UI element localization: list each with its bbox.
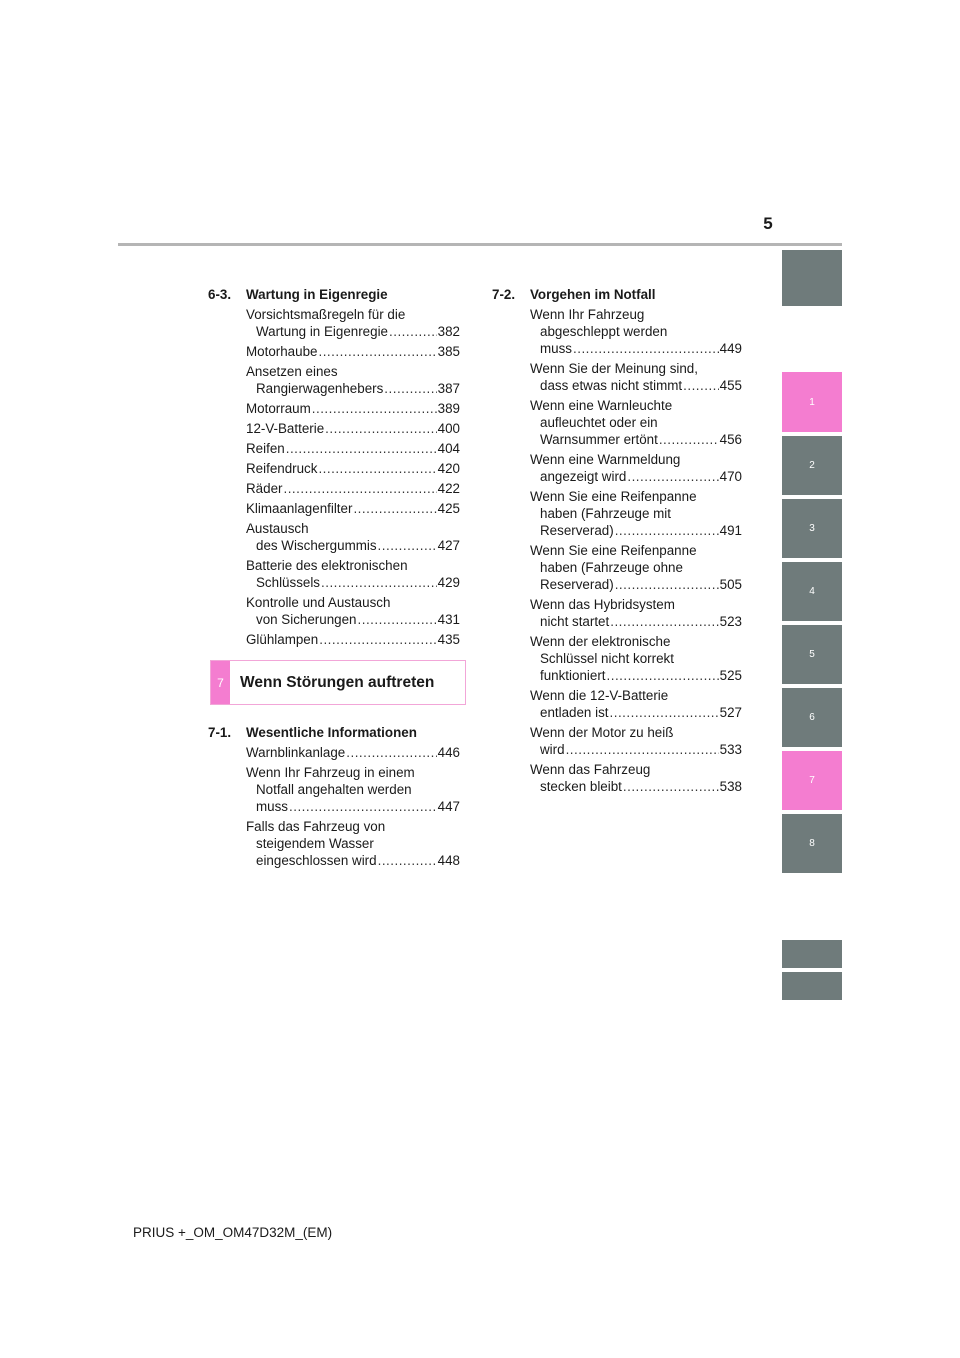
toc-page-number: 389 bbox=[437, 401, 460, 416]
toc-entry-text: entladen ist bbox=[540, 705, 609, 720]
toc-page-number: 435 bbox=[437, 632, 460, 647]
toc-entry-text: funktioniert bbox=[540, 668, 606, 683]
section-heading bbox=[492, 286, 742, 303]
toc-entry-text: Kontrolle und Austausch bbox=[246, 595, 391, 610]
document-footer: PRIUS +_OM_OM47D32M_(EM) bbox=[133, 1225, 333, 1240]
toc-entry-text: Klimaanlagenfilter bbox=[246, 501, 353, 516]
dot-leader bbox=[659, 431, 719, 448]
dot-leader bbox=[286, 440, 437, 457]
toc-entry-text: Wenn das Hybridsystem bbox=[530, 597, 675, 612]
chapter-tab-4[interactable]: 4 bbox=[782, 562, 842, 621]
toc-entry-last-line bbox=[530, 340, 742, 357]
toc-entry[interactable] bbox=[530, 724, 742, 758]
toc-entry-text: Reserverad) bbox=[540, 523, 614, 538]
toc-entry-last-line bbox=[246, 852, 460, 869]
toc-entry-last-line bbox=[246, 611, 460, 628]
dot-leader bbox=[318, 343, 436, 360]
toc-page-number: 404 bbox=[437, 441, 460, 456]
toc-entry-text: Batterie des elektronischen bbox=[246, 558, 408, 573]
toc-entry[interactable] bbox=[246, 520, 460, 554]
toc-page-number: 470 bbox=[719, 469, 742, 484]
toc-entry-last-line bbox=[246, 480, 460, 497]
toc-right bbox=[492, 286, 742, 798]
toc-left-bottom bbox=[208, 724, 460, 872]
toc-entry-last-line bbox=[530, 468, 742, 485]
dot-leader bbox=[607, 667, 719, 684]
toc-entry[interactable] bbox=[246, 764, 460, 815]
header-divider bbox=[118, 243, 842, 246]
toc-entry[interactable] bbox=[246, 818, 460, 869]
toc-entry-last-line bbox=[246, 744, 460, 761]
toc-entry[interactable] bbox=[246, 363, 460, 397]
toc-entry-text: Warnsummer ertönt bbox=[540, 432, 658, 447]
toc-entry-last-line bbox=[246, 343, 460, 360]
chapter-tab-6[interactable]: 6 bbox=[782, 688, 842, 747]
toc-entry-last-line bbox=[246, 574, 460, 591]
toc-entry-text: Wenn eine Warnleuchte bbox=[530, 398, 673, 413]
toc-entry[interactable] bbox=[246, 400, 460, 417]
toc-entry-text: Reserverad) bbox=[540, 577, 614, 592]
toc-entry[interactable] bbox=[530, 596, 742, 630]
toc-entry-text: muss bbox=[256, 799, 288, 814]
toc-page-number: 382 bbox=[437, 324, 460, 339]
dot-leader bbox=[627, 468, 718, 485]
dot-leader bbox=[325, 420, 437, 437]
toc-left-top bbox=[208, 286, 460, 651]
toc-entry-text: Wenn Ihr Fahrzeug in einem bbox=[246, 765, 415, 780]
toc-entry-text: 12-V-Batterie bbox=[246, 421, 325, 436]
toc-entry-last-line bbox=[530, 431, 742, 448]
toc-entry[interactable] bbox=[530, 633, 742, 684]
toc-entry[interactable] bbox=[530, 488, 742, 539]
chapter-tab-1[interactable]: 1 bbox=[782, 372, 842, 432]
toc-entry-last-line bbox=[530, 522, 742, 539]
toc-entry-last-line bbox=[530, 576, 742, 593]
dot-leader bbox=[683, 377, 719, 394]
toc-entry-text: Wenn eine Warnmeldung bbox=[530, 452, 681, 467]
toc-entry[interactable] bbox=[530, 687, 742, 721]
dot-leader bbox=[358, 611, 437, 628]
section-tab[interactable] bbox=[782, 250, 842, 306]
toc-entry-text: Schlüssels bbox=[256, 575, 321, 590]
dot-leader bbox=[312, 400, 437, 417]
toc-entry-text: Ansetzen eines bbox=[246, 364, 338, 379]
toc-entry[interactable] bbox=[246, 744, 460, 761]
toc-page-number: 429 bbox=[437, 575, 460, 590]
dot-leader bbox=[610, 704, 719, 721]
toc-entry-last-line bbox=[246, 631, 460, 648]
chapter-header[interactable] bbox=[210, 660, 466, 705]
dot-leader bbox=[384, 380, 436, 397]
toc-page-number: 455 bbox=[719, 378, 742, 393]
toc-entry[interactable] bbox=[246, 557, 460, 591]
toc-page-number: 456 bbox=[719, 432, 742, 447]
dot-leader bbox=[378, 537, 437, 554]
toc-page-number: 525 bbox=[719, 668, 742, 683]
section-title: Wesentliche Informationen bbox=[246, 725, 417, 740]
toc-entry-text: Motorhaube bbox=[246, 344, 318, 359]
toc-entry-text: Räder bbox=[246, 481, 283, 496]
toc-page-number: 538 bbox=[719, 779, 742, 794]
toc-entry-last-line bbox=[246, 440, 460, 457]
toc-entry-text: Reifen bbox=[246, 441, 285, 456]
section-heading bbox=[208, 724, 460, 741]
chapter-tab-2[interactable]: 2 bbox=[782, 436, 842, 495]
toc-page-number: 523 bbox=[719, 614, 742, 629]
section-number: 6-3. bbox=[208, 287, 232, 302]
toc-entry-text: Wenn das Fahrzeug bbox=[530, 762, 651, 777]
dot-leader bbox=[378, 852, 437, 869]
toc-entry-last-line bbox=[530, 613, 742, 630]
section-title: Vorgehen im Notfall bbox=[530, 287, 656, 302]
toc-entry[interactable] bbox=[246, 306, 460, 340]
section-tab[interactable] bbox=[782, 940, 842, 968]
toc-entry[interactable] bbox=[530, 761, 742, 795]
toc-entry[interactable] bbox=[246, 594, 460, 628]
toc-page-number: 533 bbox=[719, 742, 742, 757]
toc-entry-last-line bbox=[246, 537, 460, 554]
toc-entry-last-line bbox=[530, 778, 742, 795]
toc-entry-text: Schlüssel nicht korrekt bbox=[540, 651, 674, 666]
toc-entry-text: des Wischergummis bbox=[256, 538, 377, 553]
toc-entry-text: steigendem Wasser bbox=[256, 836, 374, 851]
toc-entry-last-line bbox=[246, 380, 460, 397]
dot-leader bbox=[289, 798, 437, 815]
toc-entry-text: Glühlampen bbox=[246, 632, 319, 647]
toc-entry-text: aufleuchtet oder ein bbox=[540, 415, 658, 430]
toc-entry-text: muss bbox=[540, 341, 572, 356]
chapter-tab-8[interactable]: 8 bbox=[782, 814, 842, 873]
dot-leader bbox=[319, 631, 436, 648]
toc-entry-text: Reifendruck bbox=[246, 461, 318, 476]
toc-page-number: 449 bbox=[719, 341, 742, 356]
toc-entry-last-line bbox=[530, 377, 742, 394]
toc-entry-last-line bbox=[246, 400, 460, 417]
toc-entry[interactable] bbox=[530, 306, 742, 357]
toc-page-number: 491 bbox=[719, 523, 742, 538]
chapter-tab-3[interactable]: 3 bbox=[782, 499, 842, 558]
toc-entry-text: abgeschleppt werden bbox=[540, 324, 668, 339]
toc-entry-text: Wenn Sie eine Reifenpanne bbox=[530, 489, 697, 504]
toc-entry-text: Motorraum bbox=[246, 401, 311, 416]
toc-entry-text: Falls das Fahrzeug von bbox=[246, 819, 386, 834]
toc-entry-text: dass etwas nicht stimmt bbox=[540, 378, 683, 393]
toc-entry[interactable] bbox=[246, 631, 460, 648]
section-title: Wartung in Eigenregie bbox=[246, 287, 388, 302]
toc-entry[interactable] bbox=[246, 343, 460, 360]
toc-entry-last-line bbox=[246, 460, 460, 477]
dot-leader bbox=[623, 778, 719, 795]
toc-entry-last-line bbox=[246, 500, 460, 517]
toc-entry-text: stecken bleibt bbox=[540, 779, 622, 794]
toc-entry[interactable] bbox=[246, 440, 460, 457]
chapter-tab-7[interactable]: 7 bbox=[782, 751, 842, 810]
toc-page-number: 505 bbox=[719, 577, 742, 592]
toc-entry-text: Wenn Sie der Meinung sind, bbox=[530, 361, 698, 376]
dot-leader bbox=[318, 460, 436, 477]
toc-entry[interactable] bbox=[246, 420, 460, 437]
toc-page-number: 447 bbox=[437, 799, 460, 814]
toc-entry-text: angezeigt wird bbox=[540, 469, 627, 484]
toc-entry-text: Wenn die 12-V-Batterie bbox=[530, 688, 669, 703]
toc-entry-last-line bbox=[246, 798, 460, 815]
toc-entry-last-line bbox=[530, 704, 742, 721]
dot-leader bbox=[353, 500, 436, 517]
toc-entry-text: wird bbox=[540, 742, 565, 757]
dot-leader bbox=[610, 613, 718, 630]
toc-page-number: 387 bbox=[437, 381, 460, 396]
toc-entry-text: Wenn der elektronische bbox=[530, 634, 671, 649]
toc-entry-text: Vorsichtsmaßregeln für die bbox=[246, 307, 406, 322]
toc-entry-text: eingeschlossen wird bbox=[256, 853, 377, 868]
toc-entry[interactable] bbox=[246, 480, 460, 497]
chapter-title: Wenn Störungen auftreten bbox=[240, 673, 435, 691]
toc-entry-text: Wenn Sie eine Reifenpanne bbox=[530, 543, 697, 558]
toc-entry-text: von Sicherungen bbox=[256, 612, 357, 627]
toc-entry[interactable] bbox=[246, 460, 460, 477]
toc-entry-text: haben (Fahrzeuge mit bbox=[540, 506, 672, 521]
toc-page-number: 422 bbox=[437, 481, 460, 496]
toc-entry-text: Wenn Ihr Fahrzeug bbox=[530, 307, 645, 322]
dot-leader bbox=[389, 323, 437, 340]
toc-entry[interactable] bbox=[530, 360, 742, 394]
dot-leader bbox=[321, 574, 437, 591]
toc-page-number: 446 bbox=[437, 745, 460, 760]
toc-page-number: 420 bbox=[437, 461, 460, 476]
chapter-number-tab: 7 bbox=[211, 661, 230, 704]
toc-page-number: 427 bbox=[437, 538, 460, 553]
dot-leader bbox=[283, 480, 436, 497]
section-tab[interactable] bbox=[782, 972, 842, 1000]
toc-entry-last-line bbox=[530, 667, 742, 684]
toc-page-number: 385 bbox=[437, 344, 460, 359]
toc-entry-last-line bbox=[246, 420, 460, 437]
dot-leader bbox=[566, 741, 719, 758]
dot-leader bbox=[573, 340, 719, 357]
toc-entry-text: Warnblinkanlage bbox=[246, 745, 346, 760]
dot-leader bbox=[346, 744, 436, 761]
toc-entry-text: nicht startet bbox=[540, 614, 610, 629]
toc-entry[interactable] bbox=[530, 542, 742, 593]
dot-leader bbox=[615, 522, 719, 539]
toc-entry-text: haben (Fahrzeuge ohne bbox=[540, 560, 683, 575]
toc-entry-last-line bbox=[246, 323, 460, 340]
section-number: 7-2. bbox=[492, 287, 516, 302]
toc-entry-text: Austausch bbox=[246, 521, 309, 536]
toc-entry[interactable] bbox=[530, 451, 742, 485]
section-heading bbox=[208, 286, 460, 303]
toc-entry[interactable] bbox=[246, 500, 460, 517]
toc-page-number: 400 bbox=[437, 421, 460, 436]
toc-entry-text: Wartung in Eigenregie bbox=[256, 324, 388, 339]
chapter-tab-5[interactable]: 5 bbox=[782, 625, 842, 684]
section-number: 7-1. bbox=[208, 725, 232, 740]
page-number: 5 bbox=[763, 214, 773, 233]
toc-entry-text: Wenn der Motor zu heiß bbox=[530, 725, 674, 740]
toc-page-number: 448 bbox=[437, 853, 460, 868]
toc-page-number: 431 bbox=[437, 612, 460, 627]
toc-entry-last-line bbox=[530, 741, 742, 758]
toc-entry[interactable] bbox=[530, 397, 742, 448]
dot-leader bbox=[615, 576, 719, 593]
toc-page-number: 527 bbox=[719, 705, 742, 720]
toc-entry-text: Notfall angehalten werden bbox=[256, 782, 412, 797]
toc-entry-text: Rangierwagenhebers bbox=[256, 381, 384, 396]
toc-page-number: 425 bbox=[437, 501, 460, 516]
